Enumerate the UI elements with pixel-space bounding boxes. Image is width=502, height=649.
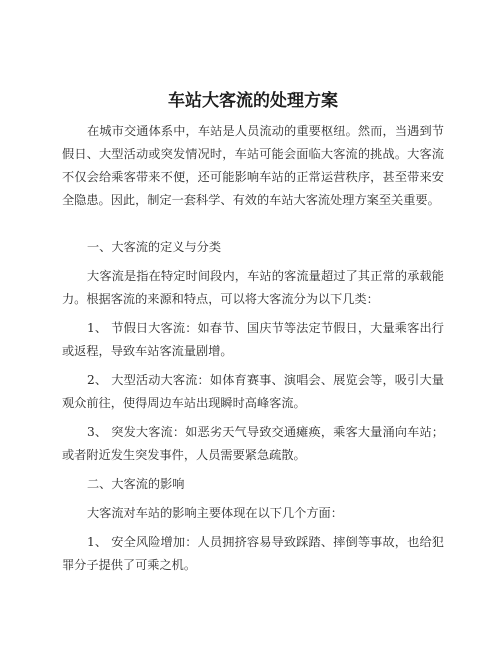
section-heading-impact: 二、大客流的影响 [87, 477, 185, 491]
intro-paragraph: 在城市交通体系中，车站是人员流动的重要枢纽。然而，当遇到节假日、大型活动或突发情况时，车站可能会面临大客流的挑战。大客流不仅会给乘客带来不便，还可能影响车站的正常运营秩序，甚至带来安全隐患。因此，制定一套科学、有效的车站大客流处理方案至关重要。 [62, 124, 444, 207]
list-item-safety-risk: 1、 安全风险增加：人员拥挤容易导致踩踏、摔倒等事故，也给犯罪分子提供了可乘之机。 [62, 535, 444, 572]
impact-intro-paragraph: 大客流对车站的影响主要体现在以下几个方面： [87, 506, 343, 520]
list-item-emergency: 3、 突发大客流：如恶劣天气导致交通瘫痪，乘客大量涌向车站；或者附近发生突发事件，人员需要紧急疏散。 [62, 425, 444, 462]
list-item-event: 2、 大型活动大客流：如体育赛事、演唱会、展览会等，吸引大量观众前往，使得周边车站出现瞬时高峰客流。 [62, 373, 444, 410]
definition-paragraph: 大客流是指在特定时间段内，车站的客流量超过了其正常的承载能力。根据客流的来源和特点，可以将大客流分为以下几类： [62, 269, 444, 306]
section-heading-definition: 一、大客流的定义与分类 [87, 240, 222, 254]
document-title: 车站大客流的处理方案 [168, 91, 338, 111]
list-item-holiday: 1、 节假日大客流：如春节、国庆节等法定节假日，大量乘客出行或返程，导致车站客流量剧增。 [62, 321, 444, 358]
